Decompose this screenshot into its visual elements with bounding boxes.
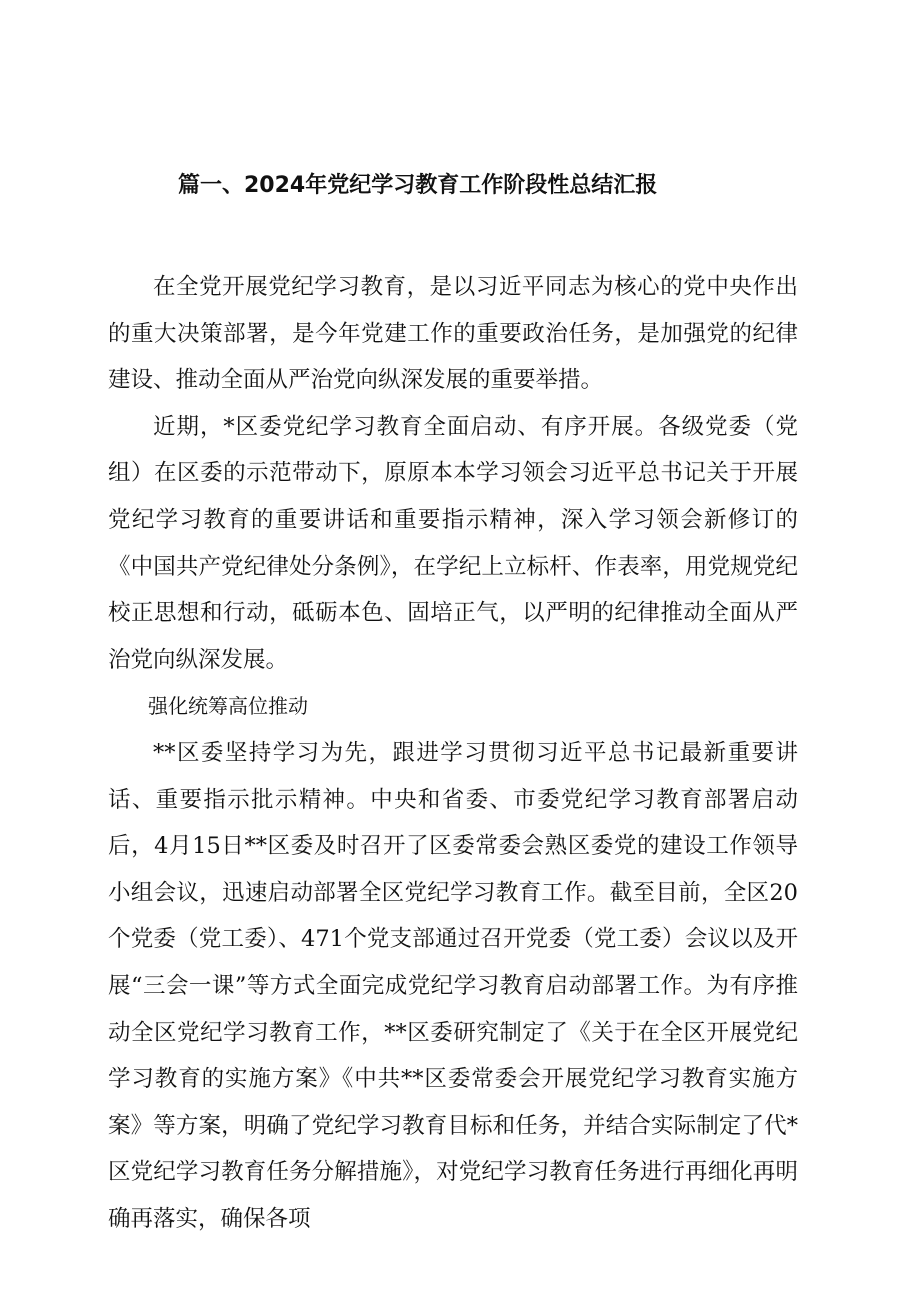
overview-paragraph: 近期，*区委党纪学习教育全面启动、有序开展。各级党委（党组）在区委的示范带动下，原原本本学习领会习近平总书记关于开展党纪学习教育的重要讲话和重要指示精神，深入学习领会新修订的《中国共产党纪律处分条例》，在学纪上立标杆、作表率，用党规党纪校正思想和行动，砥砺本色、固培正气，以严明的纪律推动全面从严治党向纵深发展。	[108, 413, 798, 673]
document-title: 篇一、2024年党纪学习教育工作阶段性总结汇报	[178, 173, 658, 198]
section-heading: 强化统筹高位推动	[148, 694, 308, 719]
document-body	[108, 264, 798, 1242]
section-paragraph: **区委坚持学习为先，跟进学习贯彻习近平总书记最新重要讲话、重要指示批示精神。中央和省委、市委党纪学习教育部署启动后，4月15日**区委及时召开了区委常委会熟区委党的建设工作领导小组会议，迅速启动部署全区党纪学习教育工作。截至目前，全区20个党委（党工委）、471个党支部通过召开党委（党工委）会议以及开展“三会一课”等方式全面完成党纪学习教育启动部署工作。为有序推动全区党纪学习教育工作，**区委研究制定了《关于在全区开展党纪学习教育的实施方案》《中共**区委常委会开展党纪学习教育实施方案》等方案，明确了党纪学习教育目标和任务，并结合实际制定了代*区党纪学习教育任务分解措施》，对党纪学习教育任务进行再细化再明确再落实，确保各项	[108, 739, 798, 1232]
intro-paragraph: 在全党开展党纪学习教育，是以习近平同志为核心的党中央作出的重大决策部署，是今年党建工作的重要政治任务，是加强党的纪律建设、推动全面从严治党向纵深发展的重要举措。	[108, 274, 798, 394]
